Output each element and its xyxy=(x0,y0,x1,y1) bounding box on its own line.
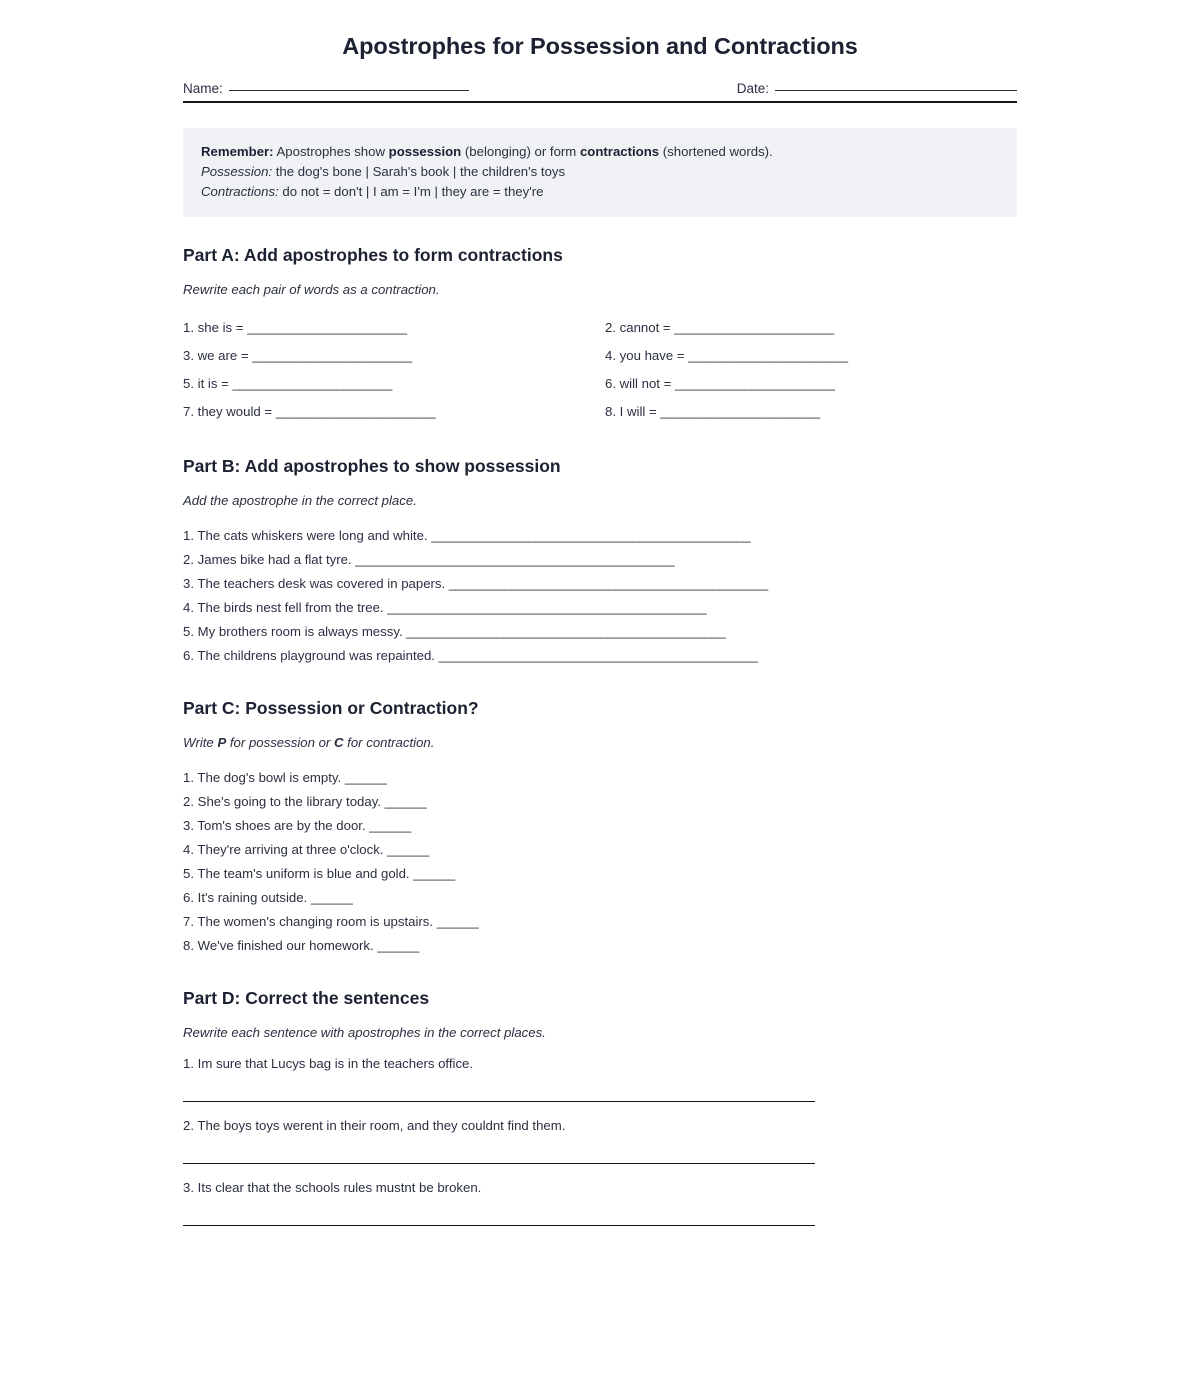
possession-label: Possession: xyxy=(201,164,273,179)
part-b-item[interactable] xyxy=(183,524,1017,548)
part-a-item[interactable] xyxy=(183,314,605,342)
instruction-bold-p: P xyxy=(217,735,227,750)
part-d-instruction: Rewrite each sentence with apostrophes in the correct places. xyxy=(183,1025,546,1040)
answer-blank[interactable]: ______________________________________________ xyxy=(438,648,758,663)
date-field[interactable] xyxy=(737,81,1017,96)
item-text: 6. The childrens playground was repainted. xyxy=(183,648,439,663)
answer-blank[interactable]: _______________________ xyxy=(688,348,848,363)
part-c-item[interactable] xyxy=(183,790,1017,814)
remember-bold-contractions: contractions xyxy=(579,144,660,159)
instruction-text-3: for contraction. xyxy=(343,735,435,750)
part-a-item[interactable] xyxy=(605,370,1017,398)
part-c-item[interactable] xyxy=(183,934,1017,958)
answer-blank[interactable]: ______ xyxy=(384,794,427,809)
instruction-text-2: for possession or xyxy=(226,735,334,750)
part-a-item[interactable] xyxy=(605,314,1017,342)
contractions-examples: do not = don't | I am = I'm | they are = they're xyxy=(278,184,544,199)
part-a-instruction: Rewrite each pair of words as a contraction. xyxy=(183,282,440,297)
part-c-item[interactable] xyxy=(183,862,1017,886)
item-text: 2. The boys toys werent in their room, and they couldnt find them. xyxy=(183,1118,566,1133)
answer-blank[interactable]: _______________________ xyxy=(247,320,407,335)
item-text: 1. The dog's bowl is empty. xyxy=(183,770,345,785)
item-text: 2. She's going to the library today. xyxy=(183,794,385,809)
header-divider xyxy=(183,101,1017,103)
answer-blank[interactable]: ______ xyxy=(413,866,455,881)
answer-blank[interactable]: ______ xyxy=(377,938,419,953)
item-text: 4. you have = xyxy=(605,348,689,363)
name-input-line[interactable] xyxy=(229,90,469,91)
item-text: 6. will not = xyxy=(605,376,676,391)
item-text: 3. The teachers desk was covered in papers. xyxy=(183,576,449,591)
name-label: Name: xyxy=(183,81,223,96)
answer-blank[interactable]: ______________________________________________ xyxy=(448,576,768,591)
answer-blank[interactable]: ______ xyxy=(387,842,429,857)
part-a-item[interactable] xyxy=(183,342,605,370)
answer-blank[interactable]: _______________________ xyxy=(232,376,392,391)
remember-text-3: (shortened words). xyxy=(659,144,773,159)
possession-examples: the dog's bone | Sarah's book | the children's toys xyxy=(272,164,566,179)
answer-blank[interactable]: _______________________ xyxy=(660,404,820,419)
item-text: 7. they would = xyxy=(183,404,276,419)
part-b-item[interactable] xyxy=(183,644,1017,668)
item-text: 4. The birds nest fell from the tree. xyxy=(183,600,388,615)
item-text: 8. I will = xyxy=(605,404,661,419)
item-text: 7. The women's changing room is upstairs. xyxy=(183,914,437,929)
part-d-item xyxy=(183,1056,1017,1102)
name-date-row xyxy=(183,81,1017,96)
answer-blank[interactable]: ______________________________________________ xyxy=(387,600,707,615)
answer-blank[interactable]: _______________________ xyxy=(674,320,834,335)
contractions-label: Contractions: xyxy=(201,184,279,199)
remember-box xyxy=(183,128,1017,217)
item-text: 3. we are = xyxy=(183,348,253,363)
part-c-item[interactable] xyxy=(183,838,1017,862)
part-c-item[interactable] xyxy=(183,910,1017,934)
date-input-line[interactable] xyxy=(775,90,1017,91)
item-text: 4. They're arriving at three o'clock. xyxy=(183,842,388,857)
worksheet-body xyxy=(183,0,1017,1242)
answer-line[interactable] xyxy=(183,1195,815,1226)
remember-line-3 xyxy=(201,182,999,202)
answer-line[interactable] xyxy=(183,1133,815,1164)
part-b-item[interactable] xyxy=(183,620,1017,644)
part-a-item[interactable] xyxy=(183,398,605,426)
instruction-text-1: Write xyxy=(183,735,218,750)
item-text: 3. Tom's shoes are by the door. xyxy=(183,818,370,833)
answer-blank[interactable]: ______ xyxy=(310,890,353,905)
part-a-items xyxy=(183,314,1017,426)
remember-line-1 xyxy=(201,142,999,162)
item-text: 2. James bike had a flat tyre. xyxy=(183,552,356,567)
part-d-item xyxy=(183,1118,1017,1164)
part-c-heading: Part C: Possession or Contraction? xyxy=(183,698,479,718)
item-text: 8. We've finished our homework. xyxy=(183,938,378,953)
part-a-item[interactable] xyxy=(605,342,1017,370)
part-c-instruction xyxy=(183,735,1017,750)
item-text: 5. The team's uniform is blue and gold. xyxy=(183,866,414,881)
part-b-items xyxy=(183,524,1017,668)
answer-blank[interactable]: ______ xyxy=(369,818,411,833)
item-text: 5. My brothers room is always messy. xyxy=(183,624,407,639)
answer-blank[interactable]: ______________________________________________ xyxy=(431,528,751,543)
part-b-item[interactable] xyxy=(183,548,1017,572)
answer-blank[interactable]: _______________________ xyxy=(675,376,835,391)
answer-blank[interactable]: _______________________ xyxy=(275,404,436,419)
remember-label: Remember: xyxy=(201,144,274,159)
part-b-item[interactable] xyxy=(183,596,1017,620)
page-title: Apostrophes for Possession and Contractions xyxy=(342,33,858,59)
answer-blank[interactable]: ______________________________________________ xyxy=(406,624,726,639)
date-label: Date: xyxy=(736,81,769,96)
remember-bold-possession: possession xyxy=(388,144,462,159)
item-text: 5. it is = xyxy=(183,376,233,391)
part-d-heading: Part D: Correct the sentences xyxy=(183,988,430,1008)
item-text: 6. It's raining outside. xyxy=(183,890,311,905)
answer-line[interactable] xyxy=(183,1071,815,1102)
part-c-items xyxy=(183,766,1017,958)
remember-line-2 xyxy=(201,162,999,182)
item-text: 3. Its clear that the schools rules mustnt be broken. xyxy=(183,1180,482,1195)
item-text: 1. The cats whiskers were long and white. xyxy=(183,528,432,543)
part-b-item[interactable] xyxy=(183,572,1017,596)
answer-blank[interactable]: ______ xyxy=(344,770,387,785)
part-c-item[interactable] xyxy=(183,886,1017,910)
item-text: 1. Im sure that Lucys bag is in the teachers office. xyxy=(183,1056,474,1071)
instruction-bold-c: C xyxy=(333,735,344,750)
item-text: 1. she is = xyxy=(183,320,248,335)
name-field[interactable] xyxy=(183,81,469,96)
part-a-item[interactable] xyxy=(605,398,1017,426)
answer-blank[interactable]: _______________________ xyxy=(252,348,412,363)
remember-text-1: Apostrophes show xyxy=(273,144,389,159)
part-c-item[interactable] xyxy=(183,814,1017,838)
part-b-heading: Part B: Add apostrophes to show possession xyxy=(183,456,561,476)
remember-text-2: (belonging) or form xyxy=(461,144,580,159)
item-text: 2. cannot = xyxy=(605,320,675,335)
part-a-item[interactable] xyxy=(183,370,605,398)
answer-blank[interactable]: ______ xyxy=(436,914,479,929)
part-c-item[interactable] xyxy=(183,766,1017,790)
part-d-items xyxy=(183,1056,1017,1226)
part-b-instruction: Add the apostrophe in the correct place. xyxy=(183,493,417,508)
part-a-heading: Part A: Add apostrophes to form contractions xyxy=(183,245,563,265)
part-d-item xyxy=(183,1180,1017,1226)
answer-blank[interactable]: ______________________________________________ xyxy=(355,552,675,567)
